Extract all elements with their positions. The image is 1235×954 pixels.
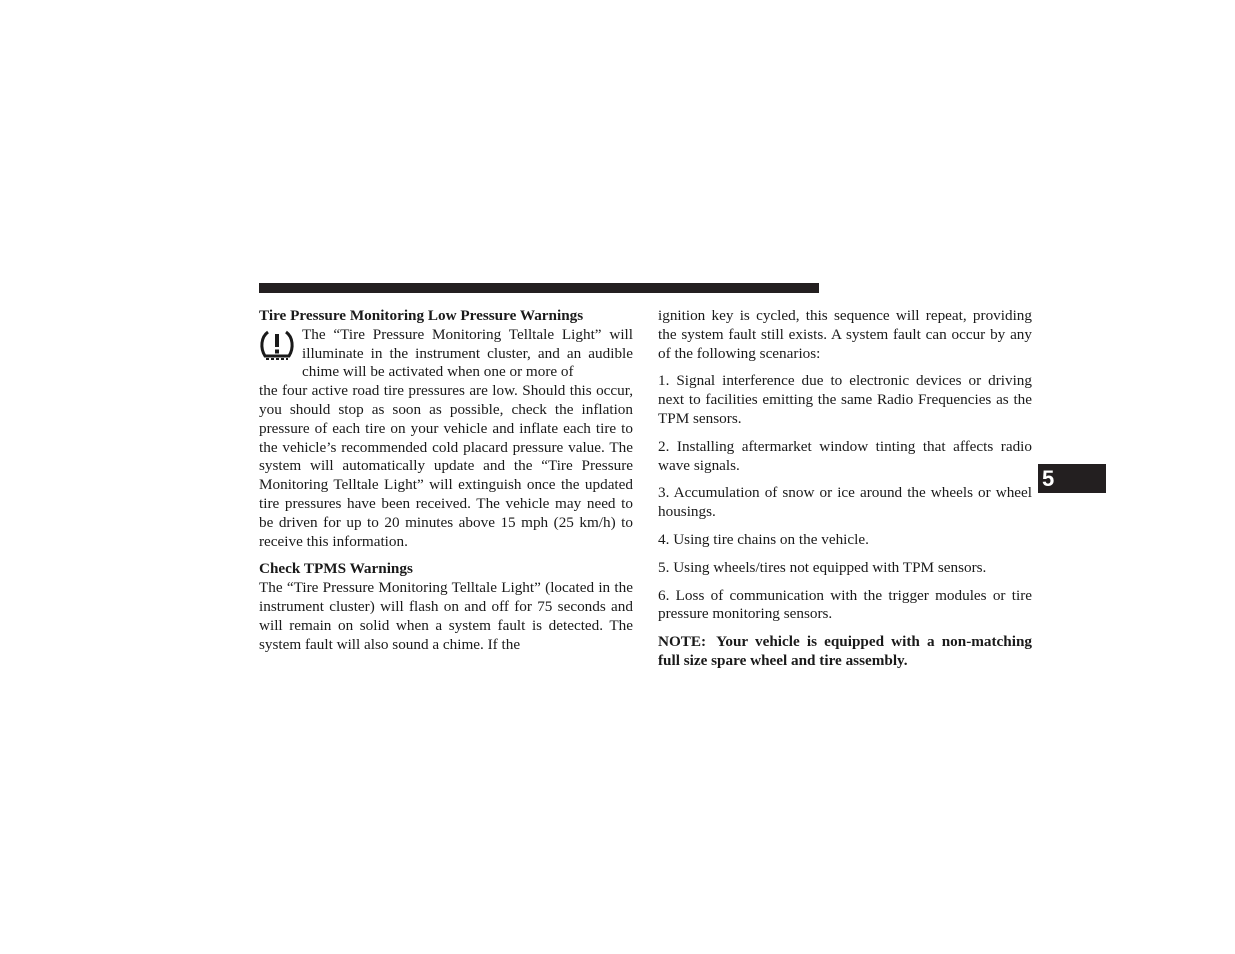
list-item: 5. Using wheels/tires not equipped with TPM sensors. [658,558,987,576]
telltale-intro [259,326,633,382]
low-pressure-body: the four active road tire pressures are low. Should this occur, you should stop as soon as possible, check the inflation pressure of each tire on your vehicle and inflate each tire to the vehicle’s recommended cold placard pressure value. The system will automatically update and the “Tire Pressure Monitoring Telltale Light” will extinguish once the updated tire pressures have been received. The vehicle may need to be driven for up to 20 minutes above 15 mph (25 km/h) to receive this information. [259,382,633,550]
list-item: 3. Accumulation of snow or ice around the wheels or wheel housings. [658,484,1032,521]
telltale-intro-text: The “Tire Pressure Monitoring Telltale Light” will illuminate in the instrument cluster, and an audible chime will be activated when one or more of [302,325,633,381]
section-tab: 5 [1038,464,1106,493]
section-heading-check-tpms: Check TPMS Warnings [259,560,413,578]
section-heading-low-pressure: Tire Pressure Monitoring Low Pressure Warnings [259,307,584,324]
left-column [259,307,633,654]
continuation-paragraph: ignition key is cycled, this sequence will repeat, providing the system fault still exists. A system fault can occur by any of the following scenarios: [658,307,1032,362]
list-item: 4. Using tire chains on the vehicle. [658,530,869,548]
tire-pressure-warning-icon [259,328,295,362]
check-tpms-body: The “Tire Pressure Monitoring Telltale Light” (located in the instrument cluster) will flash on and off for 75 seconds and will remain on solid when a system fault is detected. The system fault will also sound a chime. If the [259,579,633,653]
list-item: 2. Installing aftermarket window tinting that affects radio wave signals. [658,437,1032,474]
note-text: Your vehicle is equipped with a non-matching full size spare wheel and tire assembly. [658,633,1032,669]
list-item: 1. Signal interference due to electronic devices or driving next to facilities emitting the same Radio Frequencies as the TPM sensors. [658,372,1032,427]
note-label: NOTE: [658,633,707,651]
note-paragraph [658,633,1032,671]
right-column [658,307,1032,671]
list-item: 6. Loss of communication with the trigger modules or tire pressure monitoring sensors. [658,586,1032,623]
header-rule [259,283,819,293]
